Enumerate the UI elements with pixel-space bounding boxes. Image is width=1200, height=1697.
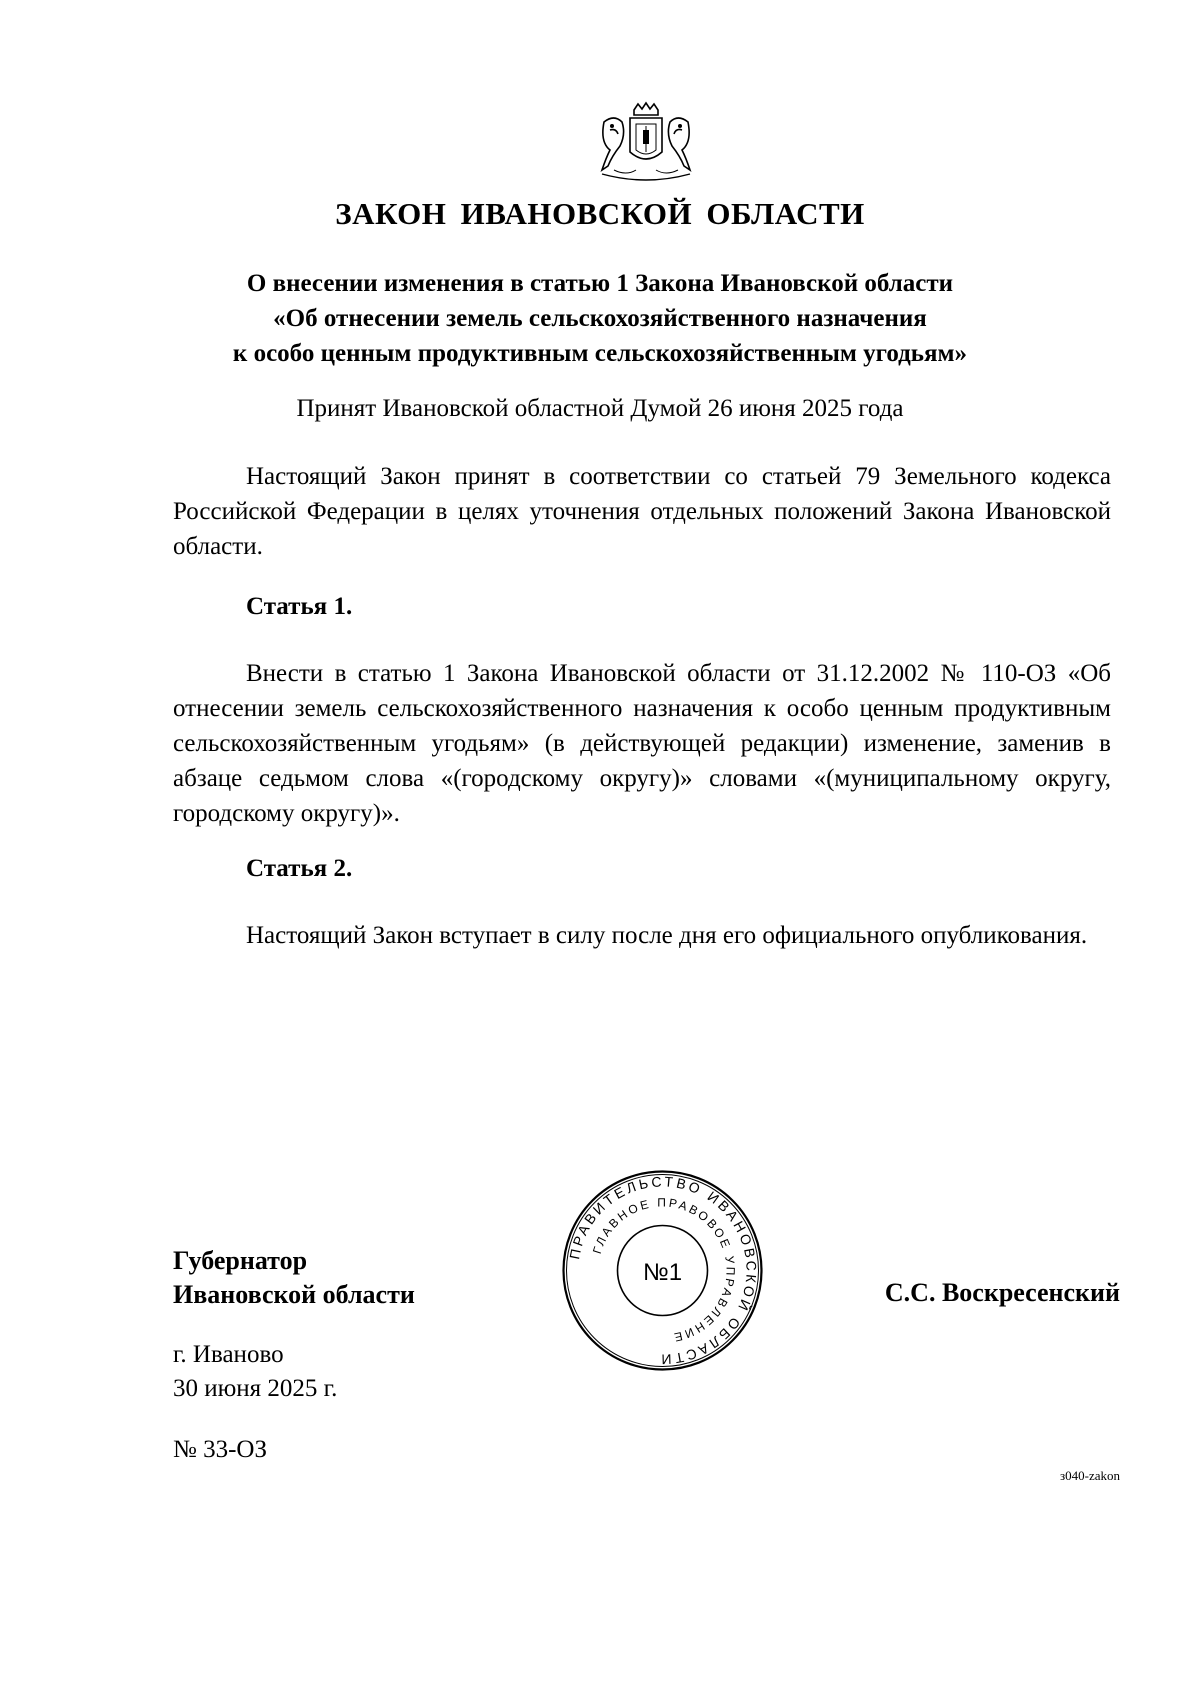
date: 30 июня 2025 г.	[173, 1375, 338, 1402]
subtitle-line: к особо ценным продуктивным сельскохозяйственным угодьям»	[232, 340, 968, 367]
article-2-paragraph	[173, 918, 1111, 953]
seal-number: №1	[642, 1259, 683, 1286]
place-and-date	[173, 1338, 337, 1406]
document-title: ЗАКОН ИВАНОВСКОЙ ОБЛАСТИ	[335, 196, 865, 231]
seal-ring-text: ПРАВИТЕЛЬСТВО ИВАНОВСКОЙ ОБЛАСТИ	[566, 1173, 760, 1368]
signatory-name: С.С. Воскресенский	[884, 1278, 1120, 1307]
subtitle-line: О внесении изменения в статью 1 Закона Ивановской области	[246, 270, 954, 297]
document-code: з040-zakon	[1059, 1468, 1120, 1483]
position-line: Ивановской области	[173, 1280, 415, 1309]
document-subtitle	[0, 266, 1200, 371]
law-number: № 33-ОЗ	[173, 1436, 268, 1463]
article-1-heading: Статья 1.	[246, 593, 353, 620]
signatory-position	[173, 1244, 415, 1312]
preamble-paragraph	[173, 459, 1111, 564]
subtitle-line: «Об отнесении земель сельскохозяйственного назначения	[273, 305, 927, 332]
article-1-paragraph	[173, 656, 1111, 831]
adoption-note: Принят Ивановской областной Думой 26 июня 2025 года	[296, 395, 904, 422]
article-1-text: Внести в статью 1 Закона Ивановской области от 31.12.2002 № 110-ОЗ «Об отнесении земель сельскохозяйственного назначения к особо ценным продуктивным сельскохозяйственным угодьям» (в действующей редакции) изменение, заменив в абзаце седьмом слова «(городскому округу)» словами «(муниципальному округу, городскому округу)».	[173, 660, 1111, 827]
coat-of-arms-icon	[596, 100, 696, 182]
article-2-heading: Статья 2.	[246, 855, 353, 882]
official-seal	[560, 1168, 765, 1373]
preamble-text: Настоящий Закон принят в соответствии со статьей 79 Земельного кодекса Российской Федерации в целях уточнения отдельных положений Закона Ивановской области.	[173, 463, 1111, 560]
article-2-text: Настоящий Закон вступает в силу после дня его официального опубликования.	[246, 922, 1088, 949]
place: г. Иваново	[173, 1341, 284, 1368]
position-line: Губернатор	[173, 1246, 308, 1275]
seal-inner-text: ГЛАВНОЕ ПРАВОВОЕ УПРАВЛЕНИЕ	[589, 1195, 738, 1345]
